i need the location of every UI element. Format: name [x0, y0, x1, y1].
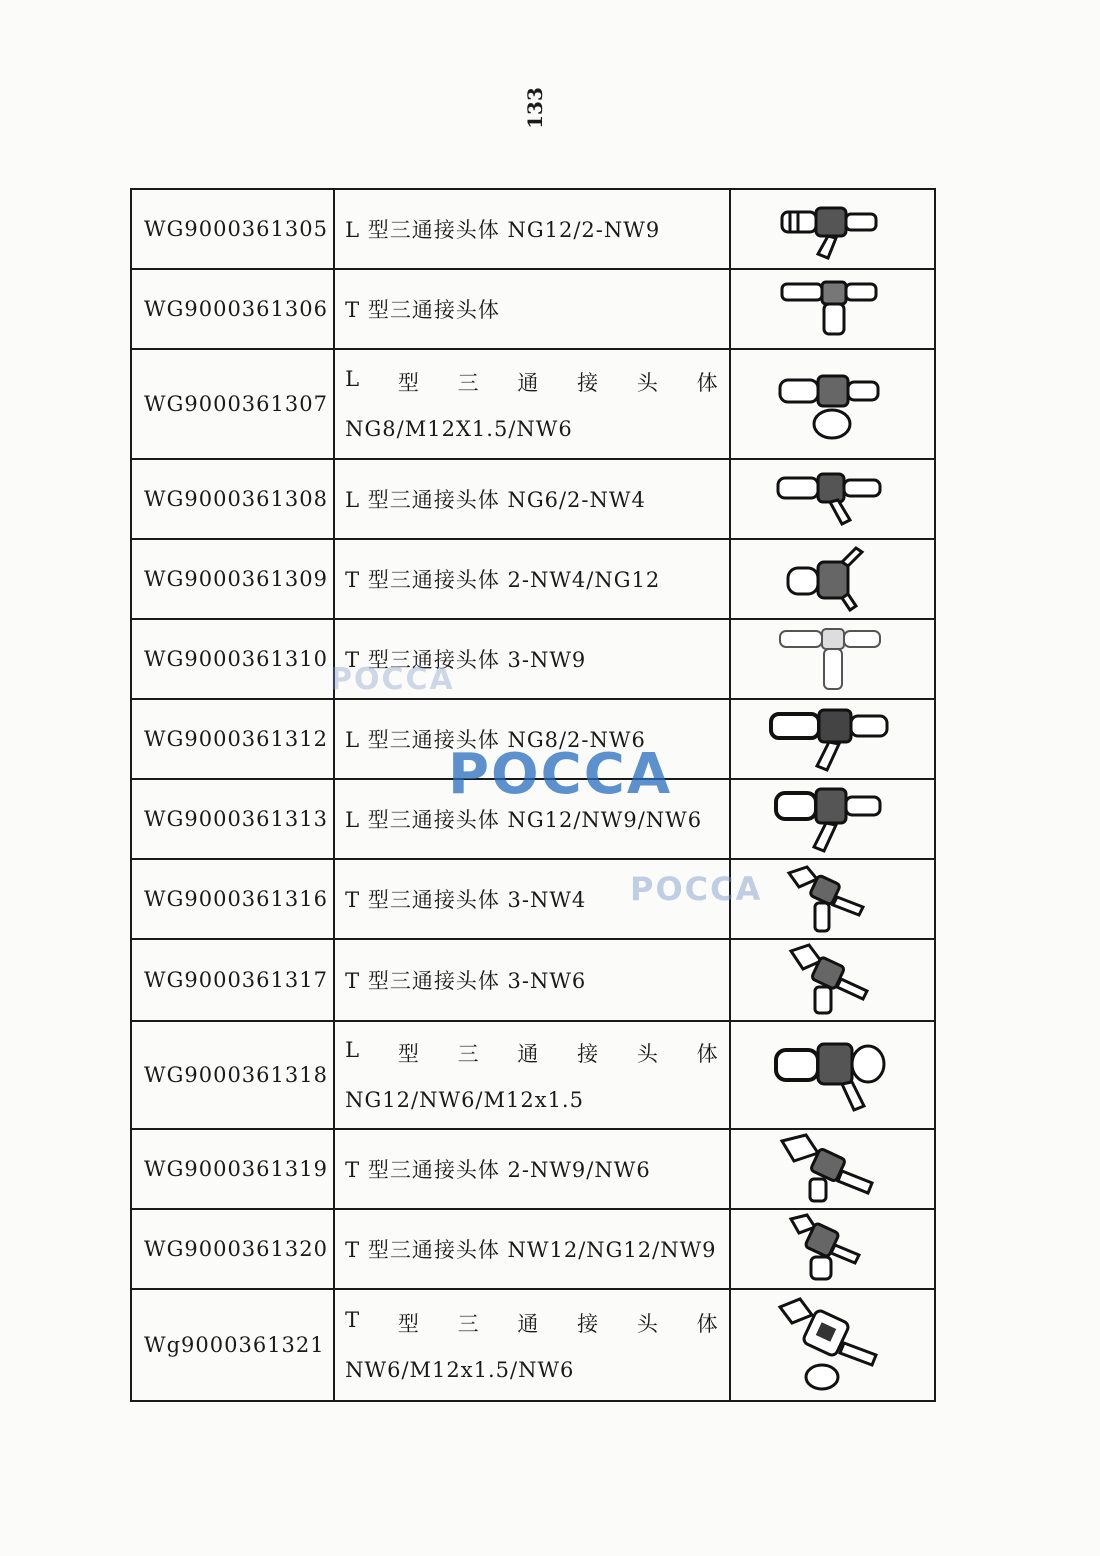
table-row [131, 349, 935, 459]
desc-char: 型 [397, 371, 420, 395]
part-description: L 型三通接头体 NG12/2-NW9 [334, 189, 730, 269]
t-tee-fitting-icon [772, 544, 892, 614]
desc-char: 体 [696, 371, 719, 395]
desc-char: 体 [696, 1042, 719, 1066]
part-description [334, 1289, 730, 1401]
l-tee-fitting-icon [767, 704, 897, 774]
desc-char: 型 [397, 1312, 420, 1336]
l-tee-fitting-icon [772, 466, 892, 532]
part-image-cell [730, 1289, 935, 1401]
part-description: T 型三通接头体 [334, 269, 730, 349]
part-description: L 型三通接头体 NG12/NW9/NW6 [334, 779, 730, 859]
part-code: WG9000361316 [131, 859, 334, 939]
part-code: WG9000361312 [131, 699, 334, 779]
desc-char: 头 [636, 1042, 659, 1066]
part-image-cell [730, 189, 935, 269]
page-number: 133 [523, 87, 547, 129]
part-code: WG9000361313 [131, 779, 334, 859]
part-description [334, 349, 730, 459]
desc-char: 型 [397, 1042, 420, 1066]
t-tee-fitting-icon [772, 623, 892, 695]
desc-spec: NG8/M12X1.5/NW6 [345, 417, 573, 441]
part-image-cell [730, 459, 935, 539]
watermark-logo: POCCA [630, 870, 763, 908]
table-row [131, 779, 935, 859]
l-tee-fitting-icon [772, 366, 892, 442]
part-description: T 型三通接头体 3-NW6 [334, 939, 730, 1021]
part-code: WG9000361307 [131, 349, 334, 459]
desc-char: T [345, 1308, 361, 1332]
l-tee-fitting-icon [770, 1032, 894, 1118]
part-image-cell [730, 619, 935, 699]
desc-char: 通 [517, 1312, 540, 1336]
table-row [131, 939, 935, 1021]
table-row [131, 619, 935, 699]
part-description: T 型三通接头体 3-NW4 [334, 859, 730, 939]
part-code: Wg9000361321 [131, 1289, 334, 1401]
table-row [131, 699, 935, 779]
part-description: L 型三通接头体 NG6/2-NW4 [334, 459, 730, 539]
part-code: WG9000361309 [131, 539, 334, 619]
desc-spec: NG12/NW6/M12x1.5 [345, 1088, 584, 1112]
part-description [334, 1021, 730, 1129]
table-row [131, 189, 935, 269]
l-tee-fitting-icon [770, 783, 894, 855]
table-row [131, 269, 935, 349]
desc-char: 通 [517, 1042, 540, 1066]
t-tee-fitting-icon [772, 276, 892, 342]
part-code: WG9000361305 [131, 189, 334, 269]
t-tee-fitting-icon [772, 1133, 892, 1205]
part-description: T 型三通接头体 3-NW9 [334, 619, 730, 699]
watermark-logo: POCCA [448, 742, 673, 807]
desc-char: 接 [577, 371, 600, 395]
desc-char: 接 [577, 1312, 600, 1336]
part-description: T 型三通接头体 2-NW9/NW6 [334, 1129, 730, 1209]
desc-spec: NW6/M12x1.5/NW6 [345, 1358, 575, 1382]
desc-char: 通 [517, 371, 540, 395]
desc-char: 接 [577, 1042, 600, 1066]
table-row [131, 459, 935, 539]
part-image-cell [730, 1021, 935, 1129]
desc-char: L [345, 1038, 361, 1062]
table-row [131, 1129, 935, 1209]
desc-char: 头 [636, 371, 659, 395]
desc-char: L [345, 367, 361, 391]
part-image-cell [730, 539, 935, 619]
part-image-cell [730, 349, 935, 459]
desc-char: 三 [457, 1042, 480, 1066]
table-row [131, 1289, 935, 1401]
desc-char: 头 [636, 1312, 659, 1336]
part-image-cell [730, 859, 935, 939]
table-row [131, 1021, 935, 1129]
part-image-cell [730, 939, 935, 1021]
part-image-cell [730, 1129, 935, 1209]
part-code: WG9000361308 [131, 459, 334, 539]
part-description: T 型三通接头体 NW12/NG12/NW9 [334, 1209, 730, 1289]
part-image-cell [730, 1209, 935, 1289]
part-image-cell [730, 779, 935, 859]
t-tee-fitting-icon [777, 863, 887, 935]
desc-char: 体 [696, 1312, 719, 1336]
part-code: WG9000361318 [131, 1021, 334, 1129]
part-code: WG9000361310 [131, 619, 334, 699]
part-image-cell [730, 699, 935, 779]
desc-char: 三 [457, 371, 480, 395]
l-tee-fitting-icon [772, 198, 892, 260]
part-image-cell [730, 269, 935, 349]
part-description: T 型三通接头体 2-NW4/NG12 [334, 539, 730, 619]
part-code: WG9000361319 [131, 1129, 334, 1209]
table-row [131, 539, 935, 619]
part-description: L 型三通接头体 NG8/2-NW6 [334, 699, 730, 779]
part-code: WG9000361306 [131, 269, 334, 349]
desc-char: 三 [457, 1312, 480, 1336]
part-code: WG9000361317 [131, 939, 334, 1021]
part-code: WG9000361320 [131, 1209, 334, 1289]
watermark-logo: POCCA [330, 662, 455, 697]
t-tee-fitting-icon [777, 1213, 887, 1285]
parts-table [130, 188, 936, 1402]
t-tee-fitting-icon [777, 943, 887, 1017]
t-tee-fitting-icon [770, 1297, 894, 1393]
table-row [131, 1209, 935, 1289]
table-row [131, 859, 935, 939]
